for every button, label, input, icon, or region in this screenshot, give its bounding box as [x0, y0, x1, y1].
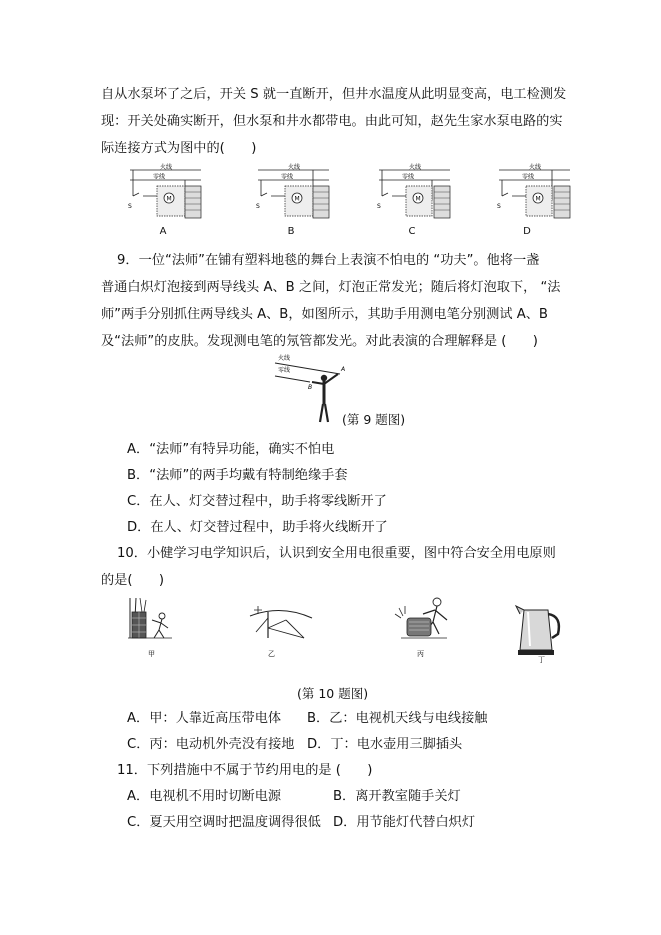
- zero-line-label: 零线: [153, 173, 166, 181]
- svg-text:S: S: [377, 203, 381, 210]
- svg-text:丙: 丙: [417, 650, 424, 658]
- svg-text:M: M: [535, 195, 541, 203]
- q10-picture-yi: [246, 598, 316, 660]
- q9-option-b: B．“法师”的两手均戴有特制绝缘手套: [127, 468, 348, 483]
- q11-option-d: D．用节能灯代替白炽灯: [333, 815, 476, 830]
- q9-option-d: D．在人、灯交替过程中，助手将火线断开了: [127, 520, 388, 535]
- circuit-label-a: A: [159, 226, 167, 237]
- svg-text:火线: 火线: [409, 164, 422, 171]
- svg-text:M: M: [166, 195, 172, 203]
- q10-picture-jia: [126, 598, 186, 660]
- fire-line-label: 火线: [160, 164, 173, 171]
- q11-option-b: B．离开教室随手关灯: [333, 789, 461, 804]
- circuit-diagram-a: [125, 166, 205, 221]
- svg-text:S: S: [256, 203, 260, 210]
- svg-text:火线: 火线: [529, 164, 542, 171]
- q9-option-a: A．“法师”有特异功能，确实不怕电: [127, 442, 335, 457]
- svg-text:零线: 零线: [281, 173, 294, 181]
- q11-option-a: A．电视机不用时切断电源: [127, 789, 282, 804]
- svg-text:火线: 火线: [278, 355, 291, 362]
- svg-text:零线: 零线: [278, 367, 291, 374]
- circuit-diagram-c: [374, 166, 454, 221]
- q11-option-c: C．夏天用空调时把温度调得很低: [127, 815, 321, 830]
- svg-text:A: A: [341, 366, 346, 373]
- intro-line-2: 现：开关处确实断开，但水泵和井水都带电。由此可知，赵先生家水泵电路的实: [101, 114, 563, 129]
- q10-option-d: D．丁：电水壶用三脚插头: [307, 737, 463, 752]
- q10-option-a: A．甲：人靠近高压带电体: [127, 711, 282, 726]
- q10-figure-caption: (第 10 题图): [297, 686, 369, 701]
- circuit-label-c: C: [408, 226, 416, 237]
- svg-text:零线: 零线: [522, 173, 535, 181]
- q10-line-2: 的是( ): [101, 573, 165, 588]
- svg-text:甲: 甲: [148, 650, 155, 658]
- q9-magician-figure: [270, 352, 350, 427]
- q10-line-1: 10．小健学习电学知识后，认识到安全用电很重要，图中符合安全用电原则: [117, 546, 556, 561]
- q9-line-1: 9．一位“法师”在铺有塑料地毯的舞台上表演不怕电的 “功夫”。他将一盏: [117, 253, 540, 268]
- svg-text:B: B: [308, 384, 313, 391]
- circuit-diagram-b: [253, 166, 333, 221]
- q10-picture-ding: [512, 600, 570, 664]
- svg-text:丁: 丁: [538, 656, 545, 664]
- circuit-diagram-d: [494, 166, 574, 221]
- svg-text:乙: 乙: [268, 650, 275, 658]
- svg-text:零线: 零线: [402, 173, 415, 181]
- svg-text:S: S: [128, 203, 132, 210]
- q9-line-3: 师”两手分别抓住两导线头 A、B，如图所示，其助手用测电笔分别测试 A、B: [101, 307, 548, 322]
- intro-line-1: 自从水泵坏了之后，开关 S 就一直断开，但井水温度从此明显变高，电工检测发: [101, 87, 567, 102]
- q9-line-4: 及“法师”的皮肤。发现测电笔的氖管都发光。对此表演的合理解释是 ( ): [101, 334, 538, 349]
- q9-option-c: C．在人、灯交替过程中，助手将零线断开了: [127, 494, 387, 509]
- q11-line-1: 11．下列措施中不属于节约用电的是 ( ): [117, 763, 373, 778]
- svg-text:S: S: [497, 203, 501, 210]
- circuit-label-b: B: [287, 226, 295, 237]
- q9-figure-caption: (第 9 题图): [342, 412, 406, 427]
- svg-text:M: M: [294, 195, 300, 203]
- q10-picture-bing: [395, 594, 465, 660]
- q10-option-b: B．乙：电视机天线与电线接触: [307, 711, 488, 726]
- q10-option-c: C．丙：电动机外壳没有接地: [127, 737, 295, 752]
- circuit-label-d: D: [523, 226, 531, 237]
- intro-line-3: 际连接方式为图中的( ): [101, 141, 257, 156]
- svg-text:火线: 火线: [288, 164, 301, 171]
- q9-line-2: 普通白炽灯泡接到两导线头 A、B 之间，灯泡正常发光；随后将灯泡取下， “法: [101, 280, 561, 295]
- svg-text:M: M: [415, 195, 421, 203]
